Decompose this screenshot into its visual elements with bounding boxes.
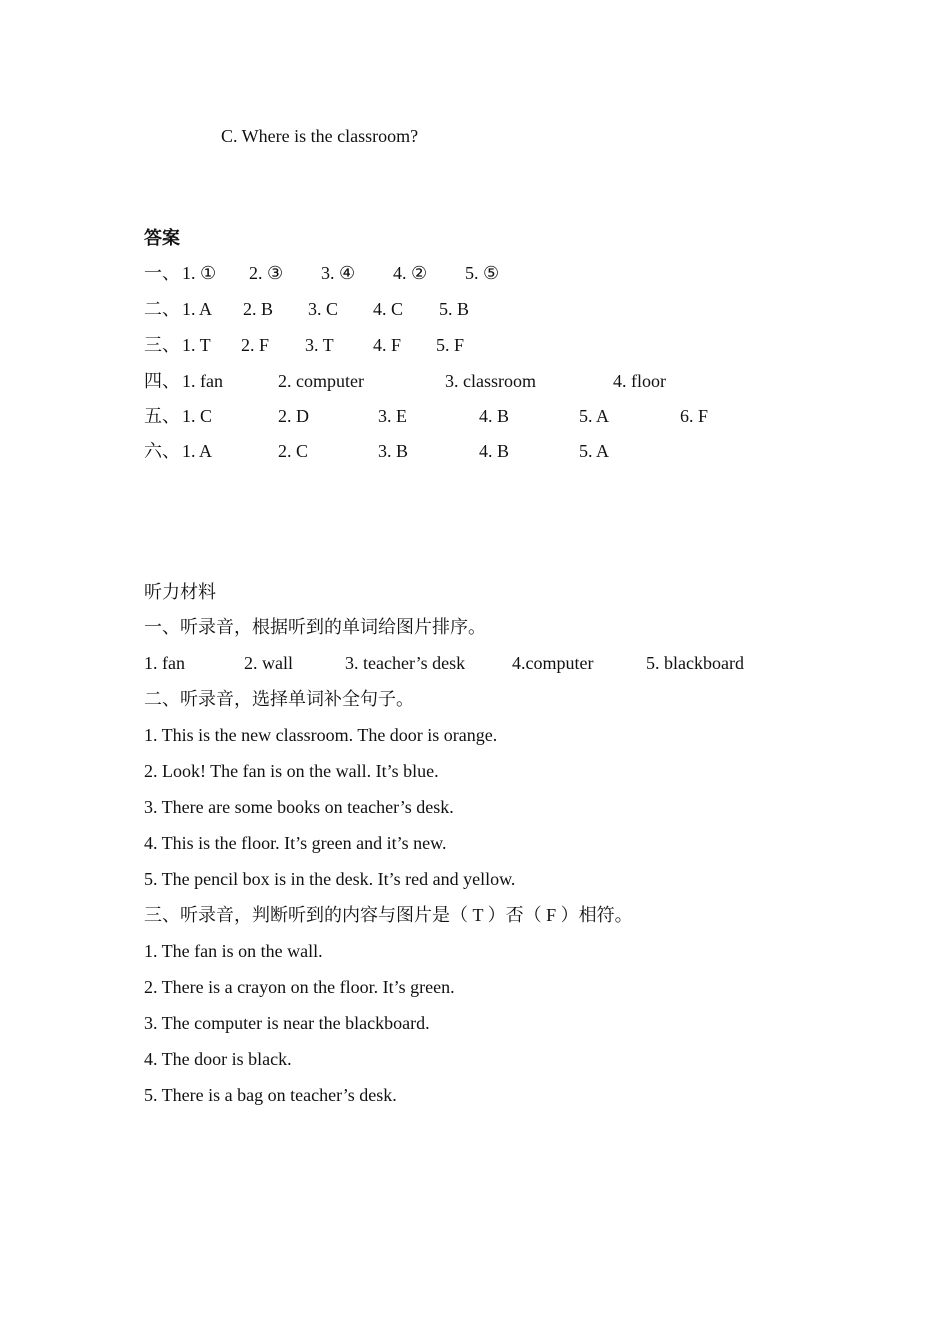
answer-row-prefix: 六、 <box>144 441 180 461</box>
answer-item: 4. B <box>479 406 510 426</box>
answer-item: 4. F <box>373 335 402 355</box>
listening-sentence: 5. There is a bag on teacher’s desk. <box>144 1085 397 1105</box>
listening-sentence: 3. There are some books on teacher’s desk. <box>144 797 454 817</box>
answer-row-prefix: 三、 <box>144 335 180 355</box>
listening-part3-title: 三、听录音，判断听到的内容与图片是（ T ）否（ F ）相符。 <box>144 905 633 925</box>
answer-item: 4. B <box>479 441 510 461</box>
answer-row-prefix: 四、 <box>144 371 180 391</box>
answer-item: 2. B <box>243 299 274 319</box>
answer-item: 2. D <box>278 406 309 426</box>
answer-row-5 <box>144 403 844 429</box>
answer-item: 1. A <box>182 299 213 319</box>
listening-heading: 听力材料 <box>144 582 216 602</box>
answer-row-3 <box>144 332 844 358</box>
answer-item: 1. C <box>182 406 213 426</box>
answer-item: 2. F <box>241 335 270 355</box>
answer-item: 3. T <box>305 335 334 355</box>
listening-part1-title: 一、听录音，根据听到的单词给图片排序。 <box>144 617 486 637</box>
answer-item: 5. ⑤ <box>465 263 500 283</box>
answer-item: 3. B <box>378 441 409 461</box>
word-item: 3. teacher’s desk <box>345 653 466 673</box>
answer-item: 1. fan <box>182 371 223 391</box>
word-item: 1. fan <box>144 653 185 673</box>
answer-item: 3. classroom <box>445 371 536 391</box>
listening-part2-title: 二、听录音，选择单词补全句子。 <box>144 689 414 709</box>
answer-row-prefix: 五、 <box>144 406 180 426</box>
listening-sentence: 3. The computer is near the blackboard. <box>144 1013 430 1033</box>
word-item: 5. blackboard <box>646 653 744 673</box>
word-item: 4.computer <box>512 653 594 673</box>
listening-sentence: 4. This is the floor. It’s green and it’s new. <box>144 833 447 853</box>
listening-sentence: 5. The pencil box is in the desk. It’s red and yellow. <box>144 869 516 889</box>
answer-item: 5. A <box>579 441 610 461</box>
answer-item: 1. T <box>182 335 211 355</box>
answer-item: 2. computer <box>278 371 364 391</box>
listening-sentence: 1. This is the new classroom. The door is orange. <box>144 725 498 745</box>
answer-item: 5. A <box>579 406 610 426</box>
answer-item: 5. B <box>439 299 470 319</box>
answer-row-prefix: 一、 <box>144 263 180 283</box>
answer-item: 4. floor <box>613 371 666 391</box>
answer-item: 3. E <box>378 406 407 426</box>
listening-sentence: 4. The door is black. <box>144 1049 292 1069</box>
listening-sentence: 2. There is a crayon on the floor. It’s green. <box>144 977 455 997</box>
answer-item: 3. ④ <box>321 263 356 283</box>
listening-sentence: 2. Look! The fan is on the wall. It’s blue. <box>144 761 439 781</box>
word-item: 2. wall <box>244 653 293 673</box>
answer-row-1 <box>144 260 844 286</box>
answer-row-6 <box>144 438 844 464</box>
answer-item: 3. C <box>308 299 339 319</box>
answer-item: 5. F <box>436 335 465 355</box>
question-option-c: C. Where is the classroom? <box>221 126 419 146</box>
answer-item: 6. F <box>680 406 709 426</box>
answers-heading: 答案 <box>144 228 180 248</box>
answer-item: 1. A <box>182 441 213 461</box>
answer-item: 1. ① <box>182 263 217 283</box>
answer-item: 4. ② <box>393 263 428 283</box>
answer-row-prefix: 二、 <box>144 299 180 319</box>
answer-row-2 <box>144 296 844 322</box>
answer-row-4 <box>144 368 844 394</box>
answer-item: 4. C <box>373 299 404 319</box>
listening-part1-words <box>144 650 844 676</box>
listening-sentence: 1. The fan is on the wall. <box>144 941 323 961</box>
answer-item: 2. ③ <box>249 263 284 283</box>
answer-item: 2. C <box>278 441 309 461</box>
